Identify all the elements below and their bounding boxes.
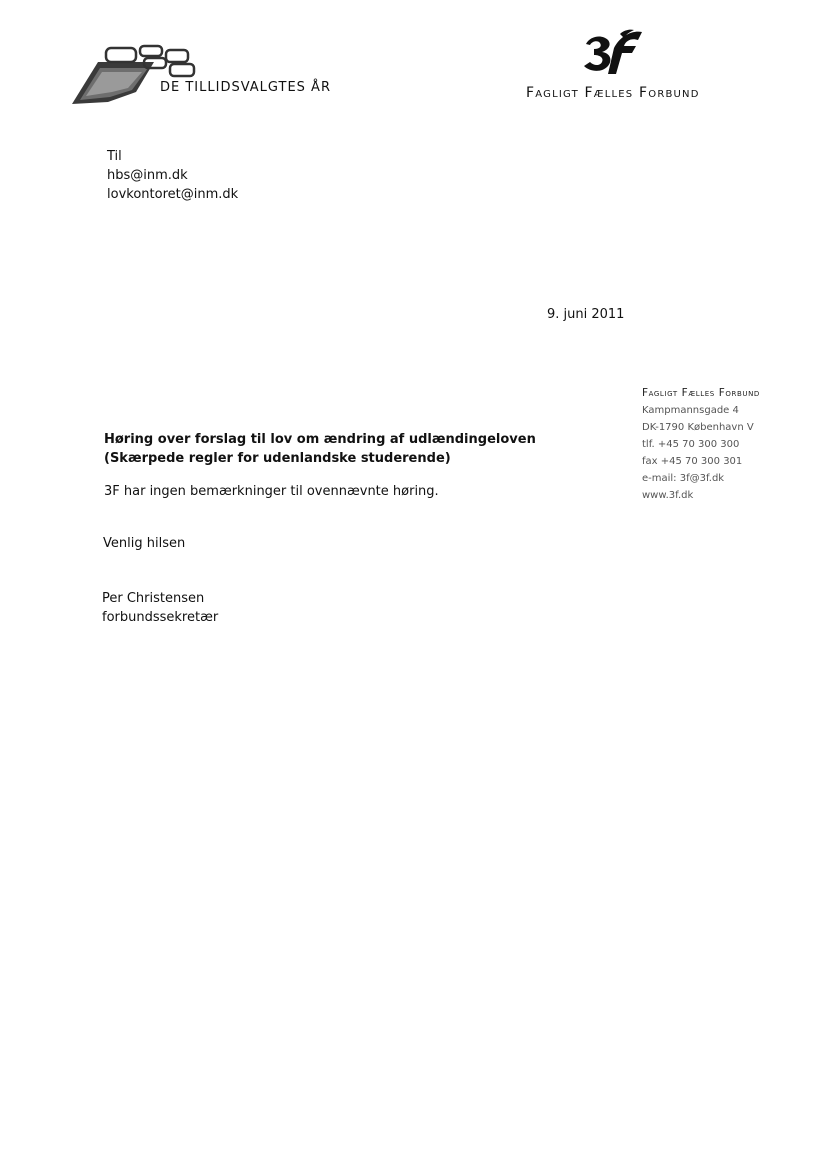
3f-logo-icon bbox=[580, 28, 644, 80]
sender-email: e-mail: 3f@3f.dk bbox=[642, 473, 725, 484]
signer-name: Per Christensen bbox=[102, 591, 205, 606]
recipient-label: Til bbox=[107, 149, 122, 164]
sender-street: Kampmannsgade 4 bbox=[642, 405, 739, 416]
subject-line-2: (Skærpede regler for udenlandske studerende) bbox=[104, 451, 451, 466]
signature-block bbox=[102, 589, 218, 627]
sender-city: DK-1790 København V bbox=[642, 422, 754, 433]
sender-address-block bbox=[642, 385, 760, 504]
letter-subject bbox=[104, 430, 536, 468]
recipient-block bbox=[107, 147, 238, 204]
letter-greeting: Venlig hilsen bbox=[103, 536, 186, 551]
tillidsvalgte-logo bbox=[68, 42, 348, 108]
tillidsvalgte-logo-icon bbox=[68, 42, 208, 108]
left-logo-text: DE TILLIDSVALGTES ÅR bbox=[160, 80, 331, 95]
sender-name: Fagligt Fælles Forbund bbox=[642, 387, 760, 399]
subject-line-1: Høring over forslag til lov om ændring af udlændingeloven bbox=[104, 432, 536, 447]
sender-phone: tlf. +45 70 300 300 bbox=[642, 439, 740, 450]
sender-web: www.3f.dk bbox=[642, 490, 694, 501]
signer-title: forbundssekretær bbox=[102, 610, 219, 625]
right-logo-text: Fagligt Fælles Forbund bbox=[526, 85, 700, 101]
letter-body: 3F har ingen bemærkninger til ovennævnte høring. bbox=[104, 484, 439, 499]
sender-fax: fax +45 70 300 301 bbox=[642, 456, 743, 467]
3f-logo bbox=[526, 28, 766, 108]
letter-date: 9. juni 2011 bbox=[547, 307, 625, 322]
recipient-email-2: lovkontoret@inm.dk bbox=[107, 187, 239, 202]
recipient-email-1: hbs@inm.dk bbox=[107, 168, 188, 183]
